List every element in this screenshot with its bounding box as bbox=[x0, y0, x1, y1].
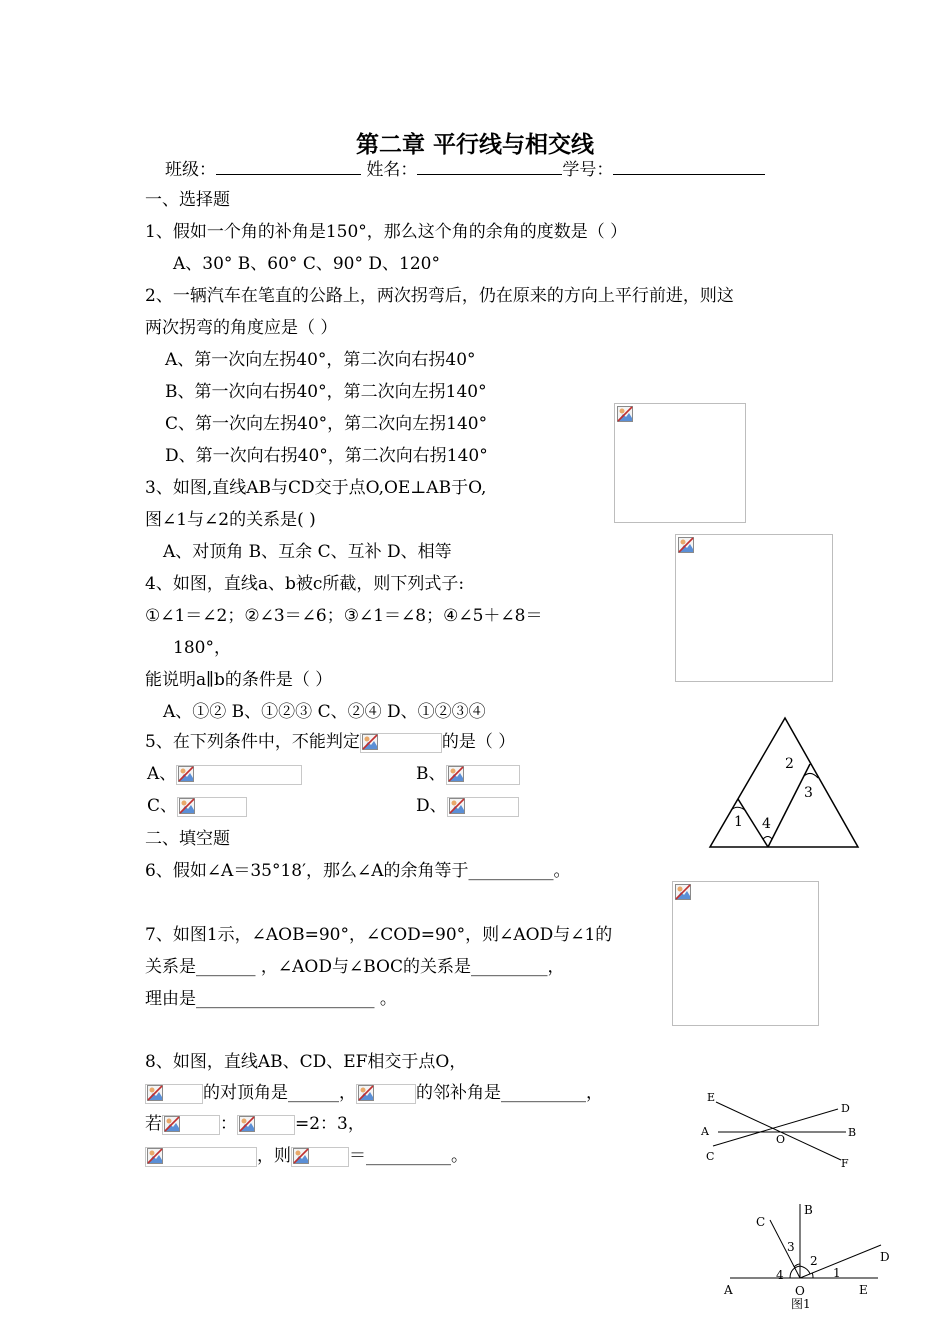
q2-figure-image bbox=[614, 403, 746, 523]
q5-option-d bbox=[416, 795, 519, 817]
q2-option-b: B、第一次向右拐40°，第二次向左拐140° bbox=[165, 382, 487, 402]
fig1-label-c: C bbox=[756, 1215, 766, 1229]
label-b: B bbox=[848, 1126, 857, 1139]
q4-options: A、①② B、①②③ C、②④ D、①②③④ bbox=[163, 702, 486, 722]
label-f: F bbox=[841, 1157, 849, 1170]
q5-stem bbox=[145, 731, 515, 753]
q5-stem-pre: 5、在下列条件中，不能判定 bbox=[145, 732, 360, 752]
id-blank[interactable] bbox=[613, 158, 765, 175]
broken-image-icon bbox=[293, 1148, 309, 1164]
q3-options: A、对顶角 B、互余 C、互补 D、相等 bbox=[163, 542, 452, 562]
triangle-figure bbox=[700, 712, 865, 854]
q8-l3-pre: 若 bbox=[145, 1114, 162, 1134]
q8-l2-mid: 的对顶角是______， bbox=[203, 1083, 356, 1103]
q5-stem-post: 的是（ ） bbox=[441, 732, 516, 752]
q2-stem-1: 2、一辆汽车在笔直的公路上，两次拐弯后，仍在原来的方向上平行前进，则这 bbox=[145, 286, 734, 306]
q5-option-c bbox=[147, 795, 247, 817]
q5-option-a-image bbox=[176, 765, 302, 785]
label-e: E bbox=[707, 1091, 716, 1104]
broken-image-icon bbox=[178, 766, 194, 782]
q5-option-d-image bbox=[447, 797, 519, 817]
triangle-label-1: 1 bbox=[734, 814, 743, 830]
broken-image-icon bbox=[239, 1116, 255, 1132]
q1-options: A、30° B、60° C、90° D、120° bbox=[173, 254, 440, 274]
q5-option-a-label: A、 bbox=[147, 764, 177, 784]
triangle-label-4: 4 bbox=[762, 816, 771, 832]
fig1-label-2: 2 bbox=[810, 1254, 818, 1268]
broken-image-icon bbox=[147, 1148, 163, 1164]
class-label: 班级： bbox=[165, 160, 216, 180]
broken-image-icon bbox=[164, 1116, 180, 1132]
fig1-label-4: 4 bbox=[776, 1268, 784, 1282]
fig1-label-a: A bbox=[724, 1283, 733, 1297]
q6-stem: 6、假如∠A＝35°18′，那么∠A的余角等于__________。 bbox=[145, 861, 571, 881]
q5-option-b bbox=[416, 763, 520, 785]
label-o: O bbox=[776, 1133, 786, 1146]
q2-stem-2: 两次拐弯的角度应是（ ） bbox=[145, 318, 338, 338]
label-a: A bbox=[701, 1125, 709, 1138]
q8-angle-image-1 bbox=[145, 1084, 203, 1104]
intersecting-lines-figure bbox=[698, 1090, 868, 1172]
q7-line-3: 理由是_____________________ 。 bbox=[145, 989, 397, 1009]
angle-arc-2 bbox=[800, 1266, 810, 1274]
q5-formula-image bbox=[360, 733, 442, 753]
angle-arc-1 bbox=[812, 1273, 813, 1278]
figure-1 bbox=[718, 1198, 898, 1312]
broken-image-icon bbox=[448, 766, 464, 782]
section-fill: 二、填空题 bbox=[145, 829, 230, 849]
angle-arc-4 bbox=[763, 837, 772, 840]
q1-stem: 1、假如一个角的补角是150°，那么这个角的余角的度数是（ ） bbox=[145, 222, 628, 242]
broken-image-icon bbox=[358, 1085, 374, 1101]
label-c: C bbox=[706, 1150, 715, 1163]
q4-stem-3: 180°， bbox=[173, 638, 231, 658]
q8-l4-end: ＝__________。 bbox=[349, 1146, 468, 1166]
fig1-label-b: B bbox=[804, 1203, 813, 1217]
q4-stem-1: 4、如图，直线a、b被c所截，则下列式子: bbox=[145, 574, 465, 594]
q5-option-b-label: B、 bbox=[416, 764, 446, 784]
q2-option-a: A、第一次向左拐40°，第二次向右拐40° bbox=[165, 350, 476, 370]
fig1-label-o: O bbox=[795, 1284, 805, 1298]
q8-l4-mid: ，则 bbox=[257, 1146, 291, 1166]
fig1-label-d: D bbox=[880, 1250, 890, 1264]
q2-option-d: D、第一次向右拐40°，第二次向右拐140° bbox=[165, 446, 488, 466]
id-label: 学号： bbox=[562, 160, 614, 180]
q2-option-c: C、第一次向左拐40°，第二次向左拐140° bbox=[165, 414, 488, 434]
q7-line-1: 7、如图1示，∠AOB=90°，∠COD=90°，则∠AOD与∠1的 bbox=[145, 925, 613, 945]
broken-image-icon bbox=[678, 537, 694, 553]
triangle-inner-line-right bbox=[768, 764, 810, 847]
class-blank[interactable] bbox=[216, 158, 361, 175]
q8-angle-image-2 bbox=[356, 1084, 416, 1104]
q5-option-c-image bbox=[177, 797, 247, 817]
q8-line-4 bbox=[145, 1145, 468, 1167]
q8-line-1: 8、如图，直线AB、CD、EF相交于点O， bbox=[145, 1052, 467, 1072]
broken-image-icon bbox=[362, 734, 378, 750]
q8-line-3 bbox=[145, 1113, 365, 1135]
q8-l3-colon: ： bbox=[220, 1114, 237, 1134]
name-blank[interactable] bbox=[417, 158, 562, 175]
triangle-outline bbox=[710, 718, 858, 847]
q8-angle-image-4 bbox=[237, 1115, 295, 1135]
section-choice: 一、选择题 bbox=[145, 190, 230, 210]
label-d: D bbox=[841, 1102, 850, 1115]
q8-l2-end: 的邻补角是__________， bbox=[416, 1083, 603, 1103]
q5-option-d-label: D、 bbox=[416, 796, 447, 816]
q3-stem-1: 3、如图,直线AB与CD交于点O,OE⊥AB于O, bbox=[145, 478, 487, 498]
q8-line-2 bbox=[145, 1082, 603, 1104]
page-title: 第二章 平行线与相交线 bbox=[355, 132, 594, 158]
broken-image-icon bbox=[675, 884, 691, 900]
q5-option-b-image bbox=[446, 765, 520, 785]
fig1-label-3: 3 bbox=[787, 1240, 795, 1254]
q8-angle-image-3 bbox=[162, 1115, 220, 1135]
fig1-label-1: 1 bbox=[833, 1266, 841, 1280]
q5-option-c-label: C、 bbox=[147, 796, 178, 816]
angle-arc-4 bbox=[790, 1266, 800, 1278]
broken-image-icon bbox=[179, 798, 195, 814]
q4-figure-image bbox=[675, 534, 833, 682]
q5-option-a bbox=[147, 763, 302, 785]
q8-angle-image-5 bbox=[145, 1147, 257, 1167]
q8-angle-image-6 bbox=[291, 1147, 349, 1167]
fig1-caption: 图1 bbox=[791, 1297, 811, 1311]
name-label: 姓名： bbox=[366, 160, 418, 180]
broken-image-icon bbox=[449, 798, 465, 814]
broken-image-icon bbox=[147, 1085, 163, 1101]
triangle-label-3: 3 bbox=[804, 785, 813, 801]
broken-image-icon bbox=[617, 406, 633, 422]
fig1-label-e: E bbox=[859, 1283, 868, 1297]
q6-figure-image bbox=[672, 881, 819, 1026]
q4-stem-4: 能说明a∥b的条件是（ ） bbox=[145, 670, 333, 690]
line-ef bbox=[716, 1102, 841, 1160]
q8-l3-end: =2：3， bbox=[295, 1114, 365, 1134]
triangle-label-2: 2 bbox=[785, 756, 794, 772]
ray-oc bbox=[770, 1220, 800, 1278]
q3-stem-2: 图∠1与∠2的关系是( ) bbox=[145, 510, 316, 530]
student-info-line bbox=[165, 158, 765, 181]
q7-line-2: 关系是_______ ，∠AOD与∠BOC的关系是_________， bbox=[145, 957, 565, 977]
q4-stem-2: ①∠1＝∠2；②∠3＝∠6；③∠1＝∠8；④∠5＋∠8＝ bbox=[145, 606, 543, 626]
